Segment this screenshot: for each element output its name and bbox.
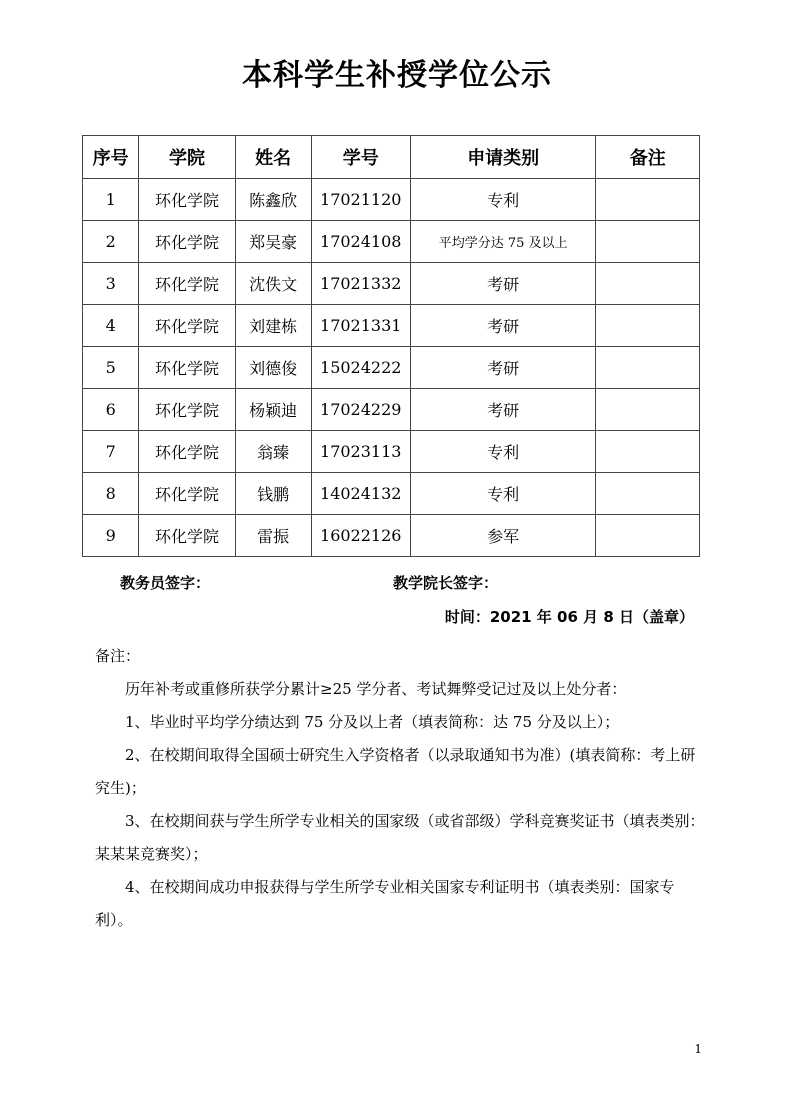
cell-student-id: 17023113 [311, 431, 410, 473]
registrar-signature-label: 教务员签字： [120, 574, 211, 592]
table-row [83, 263, 700, 305]
page-title: 本科学生补授学位公示 [242, 58, 552, 93]
dean-signature-label: 教学院长签字： [393, 574, 499, 592]
cell-index: 9 [83, 515, 139, 557]
cell-student-id: 17024229 [311, 389, 410, 431]
cell-index: 5 [83, 347, 139, 389]
header-student-id: 学号 [311, 136, 410, 179]
date-stamp-line: 时间：2021 年 06 月 8 日（盖章） [444, 608, 694, 626]
cell-remarks [596, 179, 700, 221]
cell-remarks [596, 473, 700, 515]
table-row [83, 389, 700, 431]
cell-college: 环化学院 [139, 263, 235, 305]
header-remarks: 备注 [596, 136, 700, 179]
cell-category: 考研 [410, 263, 596, 305]
cell-index: 1 [83, 179, 139, 221]
cell-index: 8 [83, 473, 139, 515]
cell-remarks [596, 431, 700, 473]
header-index: 序号 [83, 136, 139, 179]
cell-remarks [596, 515, 700, 557]
cell-remarks [596, 347, 700, 389]
note-item: 4、在校期间成功申报获得与学生所学专业相关国家专利证明书（填表类别：国家专利）。 [95, 878, 675, 929]
cell-name: 杨颖迪 [235, 389, 311, 431]
cell-remarks [596, 221, 700, 263]
cell-student-id: 16022126 [311, 515, 410, 557]
cell-college: 环化学院 [139, 515, 235, 557]
cell-category: 专利 [410, 179, 596, 221]
cell-college: 环化学院 [139, 179, 235, 221]
notes-section [95, 640, 707, 937]
cell-index: 6 [83, 389, 139, 431]
cell-college: 环化学院 [139, 305, 235, 347]
cell-student-id: 17021120 [311, 179, 410, 221]
cell-index: 7 [83, 431, 139, 473]
table-row [83, 305, 700, 347]
cell-name: 沈佚文 [235, 263, 311, 305]
header-category: 申请类别 [410, 136, 596, 179]
cell-college: 环化学院 [139, 221, 235, 263]
cell-college: 环化学院 [139, 389, 235, 431]
page-number: 1 [694, 1042, 702, 1056]
table-row [83, 515, 700, 557]
cell-category: 专利 [410, 431, 596, 473]
degree-table [82, 135, 700, 557]
header-college: 学院 [139, 136, 235, 179]
cell-name: 郑吴豪 [235, 221, 311, 263]
cell-index: 2 [83, 221, 139, 263]
cell-category: 专利 [410, 473, 596, 515]
cell-college: 环化学院 [139, 473, 235, 515]
note-item: 1、毕业时平均学分绩达到 75 分及以上者（填表简称：达 75 分及以上）； [125, 713, 620, 731]
cell-student-id: 14024132 [311, 473, 410, 515]
cell-name: 刘建栋 [235, 305, 311, 347]
table-row [83, 347, 700, 389]
cell-remarks [596, 305, 700, 347]
table-header-row [83, 136, 700, 179]
table-row [83, 179, 700, 221]
table-row [83, 221, 700, 263]
cell-student-id: 17021331 [311, 305, 410, 347]
header-name: 姓名 [235, 136, 311, 179]
table-row [83, 431, 700, 473]
cell-category: 平均学分达 75 及以上 [410, 221, 596, 263]
cell-name: 刘德俊 [235, 347, 311, 389]
note-item: 历年补考或重修所获学分累计≥25 学分者、考试舞弊受记过及以上处分者： [125, 680, 627, 698]
cell-name: 陈鑫欣 [235, 179, 311, 221]
cell-name: 翁臻 [235, 431, 311, 473]
cell-remarks [596, 389, 700, 431]
cell-student-id: 17024108 [311, 221, 410, 263]
cell-college: 环化学院 [139, 347, 235, 389]
notes-heading: 备注： [95, 647, 141, 665]
cell-category: 参军 [410, 515, 596, 557]
cell-remarks [596, 263, 700, 305]
cell-name: 雷振 [235, 515, 311, 557]
note-item: 2、在校期间取得全国硕士研究生入学资格者（以录取通知书为准）(填表简称：考上研究生)； [95, 746, 696, 797]
cell-student-id: 15024222 [311, 347, 410, 389]
note-item: 3、在校期间获与学生所学专业相关的国家级（或省部级）学科竞赛奖证书（填表类别：某某某竞赛奖）； [95, 812, 705, 863]
cell-category: 考研 [410, 305, 596, 347]
cell-index: 4 [83, 305, 139, 347]
cell-name: 钱鹏 [235, 473, 311, 515]
table-row [83, 473, 700, 515]
cell-index: 3 [83, 263, 139, 305]
cell-student-id: 17021332 [311, 263, 410, 305]
cell-college: 环化学院 [139, 431, 235, 473]
cell-category: 考研 [410, 389, 596, 431]
cell-category: 考研 [410, 347, 596, 389]
